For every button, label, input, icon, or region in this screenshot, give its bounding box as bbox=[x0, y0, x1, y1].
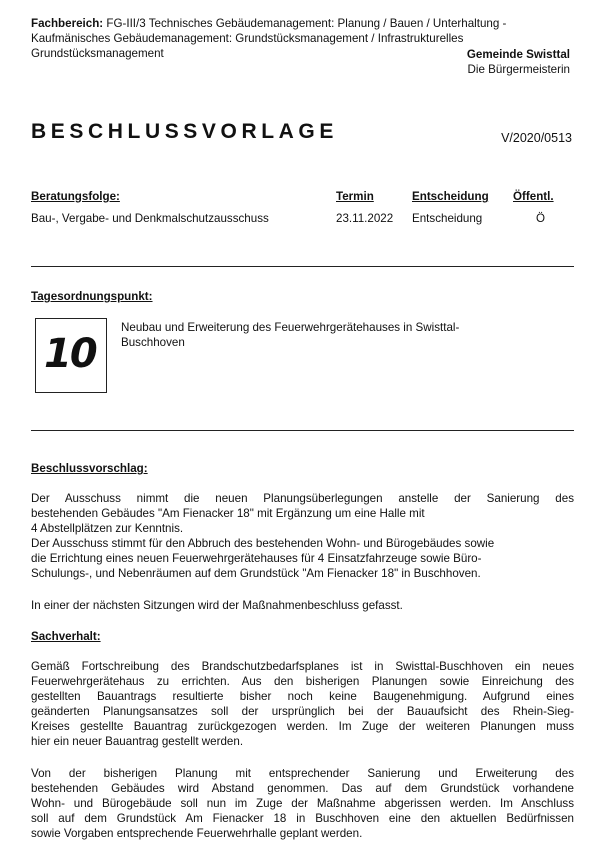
beschluss-p1-l3: 4 Abstellplätzen zur Kenntnis. bbox=[31, 522, 184, 535]
fachbereich-label: Fachbereich: bbox=[31, 17, 104, 30]
sachverhalt-p1-l5: Kreises gestellte Bauantrag zurückgezogen werden. Im Zuge der weiteren Planungen muss bbox=[31, 720, 574, 733]
sachverhalt-p1-l2: Feuerwehrgerätehaus zu errichten. Aus den bisherigen Planungen sowie Einreichung des bbox=[31, 675, 574, 688]
divider-1 bbox=[31, 266, 574, 267]
buergermeisterin: Die Bürgermeisterin bbox=[467, 63, 570, 76]
termin-header: Termin bbox=[336, 190, 374, 203]
agenda-number: 10 bbox=[44, 331, 96, 377]
agenda-title-line1: Neubau und Erweiterung des Feuerwehrgerätehauses in Swisttal- bbox=[121, 321, 460, 334]
gemeinde-name: Gemeinde Swisttal bbox=[466, 48, 570, 61]
sachverhalt-p2-l1: Von der bisherigen Planung mit entsprechender Sanierung und Erweiterung des bbox=[31, 767, 574, 780]
tagesordnungspunkt-heading: Tagesordnungspunkt: bbox=[31, 290, 153, 303]
beratungsfolge-header: Beratungsfolge: bbox=[31, 190, 120, 203]
document-number: V/2020/0513 bbox=[501, 131, 572, 145]
sachverhalt-p2-l2: bestehenden Gebäudes wird Abstand genommen. Das auf dem Grundstück vorhandene bbox=[31, 782, 574, 795]
gremium-cell: Bau-, Vergabe- und Denkmalschutzausschuss bbox=[31, 212, 269, 225]
fachbereich-text: FG-III/3 Technisches Gebäudemanagement: Planung / Bauen / Unterhaltung - Kaufmänisches Gebäudemanagement: Grundstücksmanagement / Infrastrukturelles Grundstücksmanagement bbox=[31, 17, 507, 60]
beschluss-p1-l2: bestehenden Gebäudes "Am Fienacker 18" mit Ergänzung um eine Halle mit bbox=[31, 507, 425, 520]
entscheidung-cell: Entscheidung bbox=[412, 212, 483, 225]
termin-cell: 23.11.2022 bbox=[336, 212, 394, 225]
document-title: BESCHLUSSVORLAGE bbox=[31, 120, 338, 143]
sachverhalt-p1-l6: hier ein neuer Bauantrag gestellt werden. bbox=[31, 735, 244, 748]
sachverhalt-p1-l3: gestellten Bauantrags resultierte bisher noch keine Baugenehmigung. Aufgrund eines bbox=[31, 690, 574, 703]
sachverhalt-heading: Sachverhalt: bbox=[31, 630, 101, 643]
sachverhalt-p2-l4: soll auf dem Grundstück Am Fienacker 18 in Buschhoven eine den aktuellen Bedürfnissen bbox=[31, 812, 574, 825]
entscheidung-header: Entscheidung bbox=[412, 190, 489, 203]
sachverhalt-p2-l5: sowie Vorgaben entsprechende Feuerwehrhalle geplant werden. bbox=[31, 827, 363, 840]
beschluss-p1-l1: Der Ausschuss nimmt die neuen Planungsüberlegungen anstelle der Sanierung des bbox=[31, 492, 574, 505]
agenda-number-box bbox=[35, 318, 107, 393]
divider-2 bbox=[31, 430, 574, 431]
beschlussvorschlag-heading: Beschlussvorschlag: bbox=[31, 462, 148, 475]
sachverhalt-p2-l3: Wohn- und Bürogebäude soll nun im Zuge der Maßnahme abgerissen werden. Im Anschluss bbox=[31, 797, 574, 810]
sachverhalt-p1-l4: geänderten Planungsansatzes soll der ursprünglich bei der Bauaufsicht des Rhein-Sieg- bbox=[31, 705, 574, 718]
beschluss-p2-l2: die Errichtung eines neuen Feuerwehrgerätehauses für 4 Einsatzfahrzeuge sowie Büro- bbox=[31, 552, 482, 565]
beschluss-p2-l1: Der Ausschuss stimmt für den Abbruch des bestehenden Wohn- und Bürogebäudes sowie bbox=[31, 537, 495, 550]
agenda-title-line2: Buschhoven bbox=[121, 336, 185, 349]
oeffentl-header: Öffentl. bbox=[513, 190, 554, 203]
beschluss-p3: In einer der nächsten Sitzungen wird der Maßnahmenbeschluss gefasst. bbox=[31, 599, 403, 612]
oeffentl-cell: Ö bbox=[536, 212, 546, 225]
sachverhalt-p1-l1: Gemäß Fortschreibung des Brandschutzbedarfsplanes ist in Swisttal-Buschhoven ein neues bbox=[31, 660, 574, 673]
beschluss-p2-l3: Schulungs-, und Nebenräumen auf dem Grundstück "Am Fienacker 18" in Buschhoven. bbox=[31, 567, 481, 580]
